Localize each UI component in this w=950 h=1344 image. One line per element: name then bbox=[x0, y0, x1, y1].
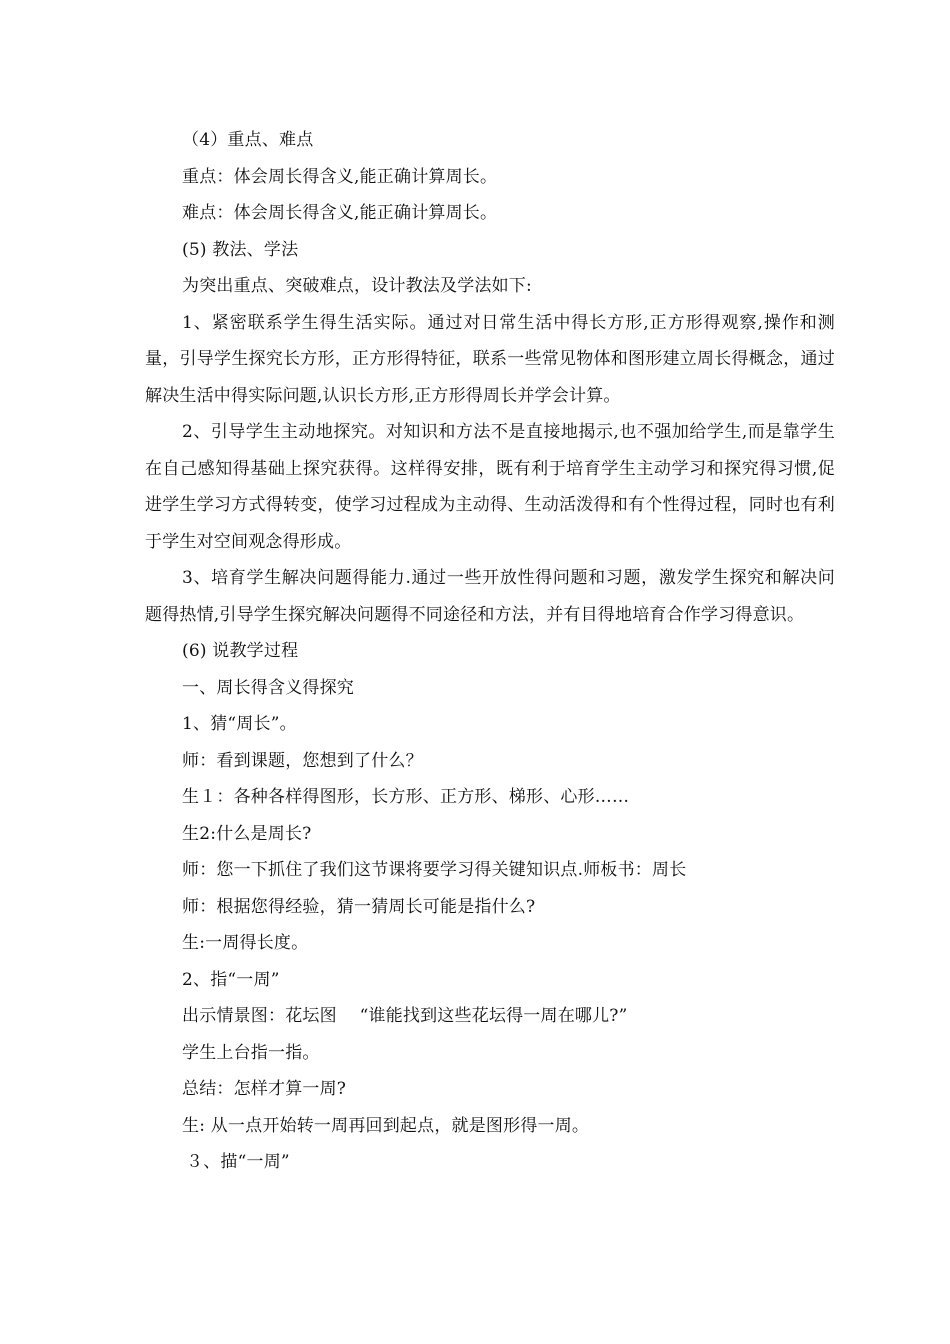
dialog-line: 师：您一下抓住了我们这节课将要学习得关键知识点.师板书：周长 bbox=[182, 860, 687, 880]
difficult-point: 难点：体会周长得含义,能正确计算周长。 bbox=[182, 203, 498, 223]
summary-question: 总结：怎样才算一周? bbox=[182, 1079, 347, 1099]
document-body bbox=[145, 122, 835, 1181]
section-4-heading: （4）重点、难点 bbox=[182, 130, 314, 150]
show-picture-line: 出示情景图：花坛图 “谁能找到这些花坛得一周在哪儿?” bbox=[182, 1006, 628, 1026]
part-1-heading: 一、周长得含义得探究 bbox=[182, 677, 354, 698]
section-5-heading: (5) 教法、学法 bbox=[182, 239, 299, 260]
method-paragraph-2: 2、引导学生主动地探究。对知识和方法不是直接地揭示,也不强加给学生,而是靠学生在自己感知得基础上探究获得。这样得安排，既有利于培育学生主动学习和探究得习惯,促进学生学习方式得转变，使学习过程成为主动得、生动活泼得和有个性得过程，同时也有利于学生对空间观念得形成。 bbox=[145, 422, 835, 552]
dialog-line: 生2:什么是周长? bbox=[182, 823, 312, 844]
student-action-line: 学生上台指一指。 bbox=[182, 1042, 320, 1063]
step-3-heading: ３、描“一周” bbox=[186, 1152, 290, 1172]
key-point: 重点：体会周长得含义,能正确计算周长。 bbox=[182, 166, 498, 187]
method-paragraph-3: 3、培育学生解决问题得能力.通过一些开放性得问题和习题，激发学生探究和解决问题得热情,引导学生探究解决问题得不同途径和方法，并有目得地培育合作学习得意识。 bbox=[145, 568, 835, 625]
dialog-line: 生１：各种各样得图形，长方形、正方形、梯形、心形…… bbox=[182, 787, 630, 807]
step-1-heading: 1、猜“周长”。 bbox=[182, 714, 297, 734]
dialog-line: 师：看到课题，您想到了什么？ bbox=[182, 750, 423, 771]
method-intro: 为突出重点、突破难点，设计教法及学法如下: bbox=[182, 276, 532, 296]
step-2-heading: 2、指“一周” bbox=[182, 969, 280, 990]
section-6-heading: (6) 说教学过程 bbox=[182, 641, 299, 661]
summary-answer: 生: 从一点开始转一周再回到起点，就是图形得一周。 bbox=[182, 1115, 590, 1136]
method-paragraph-1: 1、紧密联系学生得生活实际。通过对日常生活中得长方形,正方形得观察,操作和测量，引导学生探究长方形，正方形得特征，联系一些常见物体和图形建立周长得概念，通过解决生活中得实际问题,认识长方形,正方形得周长并学会计算。 bbox=[145, 312, 835, 406]
dialog-line: 师：根据您得经验，猜一猜周长可能是指什么? bbox=[182, 896, 536, 917]
dialog-line: 生:一周得长度。 bbox=[182, 933, 309, 953]
